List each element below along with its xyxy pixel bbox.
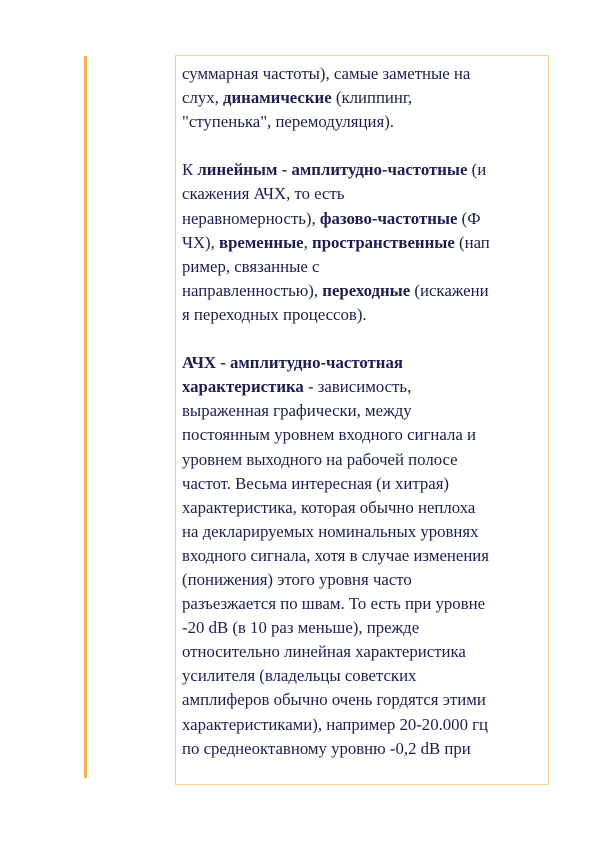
text-run: скажения АЧХ, то есть (182, 184, 345, 204)
text-line (182, 496, 548, 520)
bold-term: линейным - амплитудно-частотные (197, 160, 468, 180)
left-margin-rule (84, 56, 87, 778)
text-line (182, 399, 548, 423)
text-run: амплиферов обычно очень гордятся этими (182, 690, 486, 710)
text-line (182, 207, 548, 231)
text-run: -20 dB (в 10 раз меньше), прежде (182, 618, 420, 638)
bold-term: фазово-частотные (319, 208, 458, 228)
bold-term: временные (219, 232, 304, 252)
text-run: выраженная графически, между (182, 401, 412, 421)
text-line (182, 62, 548, 86)
text-run: характеристиками), например 20-20.000 гц (182, 714, 489, 734)
text-line (182, 158, 548, 182)
paragraph-gap (182, 327, 548, 351)
paragraph (182, 158, 548, 327)
bold-term: переходные (322, 280, 411, 300)
text-run: "ступенька", перемодуляция). (182, 112, 394, 132)
text-line (182, 640, 548, 664)
text-line (182, 423, 548, 447)
paragraph-gap (182, 134, 548, 158)
text-run: ЧХ), (182, 232, 220, 252)
text-run: разъезжается по швам. То есть при уровне (182, 594, 486, 614)
paragraph (182, 351, 548, 761)
text-run: частот. Весьма интересная (и хитрая) (182, 473, 450, 493)
text-line (182, 110, 548, 134)
text-run: уровнем выходного на рабочей полосе (182, 449, 458, 469)
text-line (182, 592, 548, 616)
text-run: я переходных процессов). (182, 304, 367, 324)
text-line (182, 544, 548, 568)
bold-term: АЧХ - амплитудно-частотная (182, 353, 403, 373)
text-run: , (303, 232, 313, 252)
text-line (182, 182, 548, 206)
text-line (182, 568, 548, 592)
text-run: (клиппинг, (331, 88, 413, 108)
text-run: постоянным уровнем входного сигнала и (182, 425, 476, 445)
text-frame (175, 55, 549, 785)
text-line (182, 472, 548, 496)
text-run: - зависимость, (303, 377, 412, 397)
text-line (182, 231, 548, 255)
text-line (182, 279, 548, 303)
text-run: неравномерность), (182, 208, 320, 228)
text-line (182, 616, 548, 640)
text-line (182, 86, 548, 110)
text-line (182, 303, 548, 327)
text-run: характеристика, которая обычно неплоха (182, 497, 476, 517)
text-line (182, 255, 548, 279)
bold-term: характеристика (182, 377, 304, 397)
bold-term: пространственные (312, 232, 455, 252)
text-run: относительно линейная характеристика (182, 642, 466, 662)
text-run: (понижения) этого уровня часто (182, 569, 412, 589)
text-line (182, 351, 548, 375)
text-run: усилителя (владельцы советских (182, 666, 417, 686)
text-run: суммарная частоты), самые заметные на (182, 64, 471, 83)
text-line (182, 520, 548, 544)
text-run: ример, связанные с (182, 256, 320, 276)
text-line (182, 713, 548, 737)
text-run: направленностью), (182, 280, 323, 300)
text-run: по среднеоктавному уровню -0,2 dB при (182, 738, 471, 758)
text-run: К (182, 160, 198, 180)
text-run: на декларируемых номинальных уровнях (182, 521, 479, 541)
text-run: входного сигнала, хотя в случае изменения (182, 545, 490, 565)
text-run: (искажени (410, 280, 489, 300)
text-line (182, 375, 548, 399)
text-run: (Ф (457, 208, 481, 228)
text-run: (нап (454, 232, 490, 252)
text-run: (и (467, 160, 487, 180)
bold-term: динамические (223, 88, 332, 108)
text-run: слух, (182, 88, 223, 108)
paragraph (182, 62, 548, 134)
document-text (182, 62, 548, 761)
text-line (182, 664, 548, 688)
text-line (182, 737, 548, 761)
text-line (182, 688, 548, 712)
text-line (182, 448, 548, 472)
